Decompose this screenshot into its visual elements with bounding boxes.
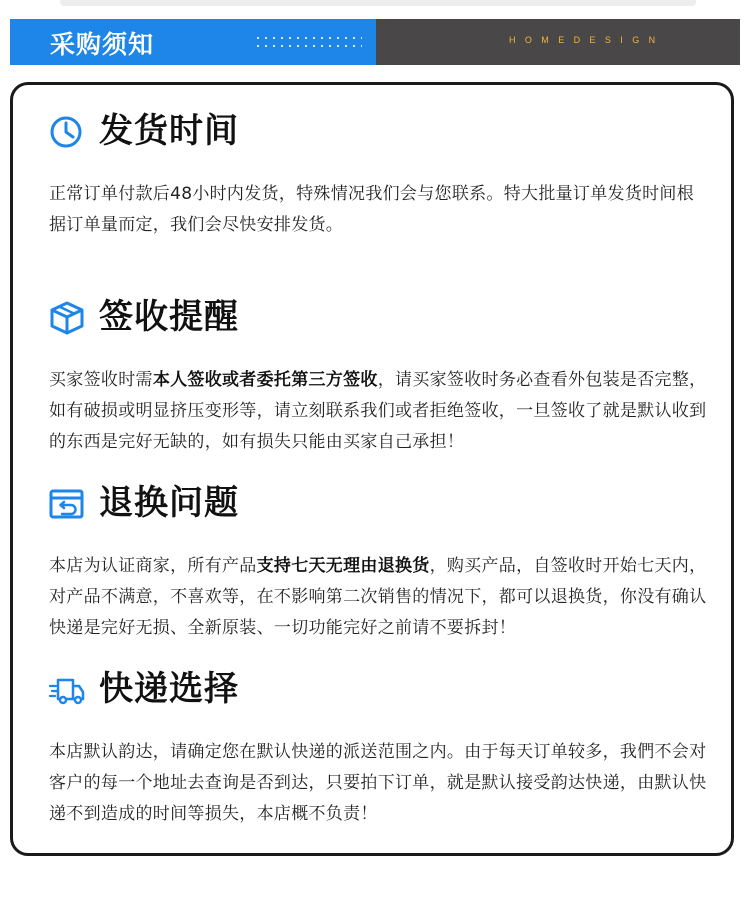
section-header [49,107,709,155]
body-text: ，请买家签收时务必查看外包装是否完整，如有破损或明显挤压变形等，请立刻联系我们或者拒绝签收，一旦签收了就是默认收到的东西是完好无缺的，如有损失只能由买家自己承担！ [49,370,707,452]
clock-icon [49,114,85,150]
banner-title-block [10,19,376,65]
section-signing-reminder [49,293,709,458]
section-courier-choice [49,665,709,830]
top-decor-strip [60,0,696,6]
section-shipping-time [49,107,709,241]
body-text-emphasis: 本人签收或者委托第三方签收 [152,370,378,390]
section-title: 退换问题 [99,483,239,523]
package-box-icon [49,300,85,336]
section-body: 本店默认韵达，请确定您在默认快递的派送范围之内。由于每天订单较多，我們不会对客户的每一个地址去查询是否到达，只要拍下订单，就是默认接受韵达快递，由默认快递不到造成的时间等损失，本店概不负责！ [49,742,707,824]
section-returns [49,479,709,644]
header-banner [10,19,740,65]
section-title: 发货时间 [99,111,239,151]
dot-pattern-decoration [254,34,362,50]
notice-card [10,82,734,856]
banner-tagline-block [376,19,740,65]
section-title: 快递选择 [99,669,239,709]
section-header [49,665,709,713]
body-text: 买家签收时需 [49,370,153,390]
section-body [49,551,709,644]
delivery-truck-icon [47,672,87,708]
section-header [49,293,709,341]
body-text: ，购买产品，自签收时开始七天内，对产品不满意，不喜欢等，在不影响第二次销售的情况下，都可以退换货，你没有确认快递是完好无损、全新原装、一切功能完好之前请不要拆封！ [49,556,707,638]
body-text: 本店为认证商家，所有产品 [49,556,257,576]
banner-tagline: HOMEDESIGN [509,35,665,45]
return-arrow-icon [49,486,85,522]
section-title: 签收提醒 [99,297,239,337]
banner-title: 采购须知 [50,30,155,59]
section-header [49,479,709,527]
body-text-emphasis: 支持七天无理由退换货 [256,556,430,576]
section-body: 正常订单付款后48小时内发货，特殊情况我们会与您联系。特大批量订单发货时间根据订单量而定，我们会尽快安排发货。 [49,184,695,235]
section-body [49,365,709,458]
